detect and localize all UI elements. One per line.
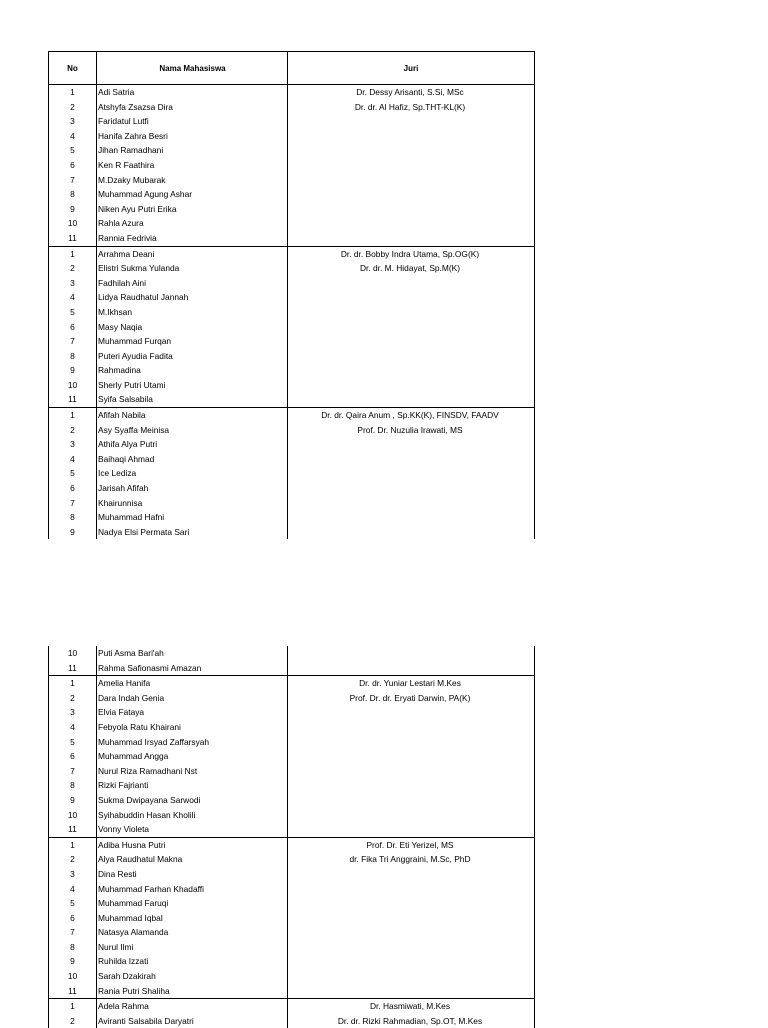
student-name: Amelia Hanifa <box>96 676 287 691</box>
table-row <box>49 305 534 320</box>
table-row <box>49 764 534 779</box>
student-number: 2 <box>70 1015 75 1026</box>
table-row <box>49 187 534 202</box>
table-page-2 <box>48 646 535 1028</box>
table-row <box>49 954 534 969</box>
jury-cell <box>287 216 534 231</box>
student-number: 2 <box>70 424 75 435</box>
table-row <box>49 114 534 129</box>
jury-cell <box>287 158 534 173</box>
student-number: 6 <box>70 751 75 762</box>
jury-cell <box>287 392 534 407</box>
student-name: Adiba Husna Putri <box>96 838 287 853</box>
student-name: Khairunnisa <box>96 496 287 511</box>
student-name: Sarah Dzakirah <box>96 969 287 984</box>
student-number: 5 <box>70 145 75 156</box>
student-name: Vonny Violeta <box>96 822 287 837</box>
student-name: Sherly Putri Utami <box>96 378 287 393</box>
student-name: Puteri Ayudia Fadita <box>96 349 287 364</box>
student-number: 11 <box>68 232 77 243</box>
student-name: Rania Putri Shaliha <box>96 984 287 999</box>
table-row <box>49 202 534 217</box>
student-name: Aviranti Salsabila Daryatri <box>96 1014 287 1028</box>
table-row <box>49 793 534 808</box>
student-name: Alya Raudhatul Makna <box>96 852 287 867</box>
jury-cell <box>287 954 534 969</box>
table-row <box>49 510 534 525</box>
jury-cell <box>287 735 534 750</box>
jury-cell <box>287 705 534 720</box>
table-row <box>49 378 534 393</box>
jury-list <box>286 408 534 437</box>
header-no: No <box>67 63 78 73</box>
student-name: Syihabuddin Hasan Kholili <box>96 808 287 823</box>
jury-name: dr. Fika Tri Anggraini, M.Sc, PhD <box>349 854 471 865</box>
student-name: Jihan Ramadhani <box>96 143 287 158</box>
header-jury: Juri <box>287 52 534 84</box>
jury-name: Dr. dr. Al Hafiz, Sp.THT-KL(K) <box>354 101 466 112</box>
student-name: M.Dzaky Mubarak <box>96 173 287 188</box>
student-number: 1 <box>70 678 75 689</box>
student-number: 5 <box>70 306 75 317</box>
student-number: 11 <box>68 394 77 405</box>
table-row <box>49 896 534 911</box>
student-number: 2 <box>70 263 75 274</box>
student-number: 4 <box>70 292 75 303</box>
student-name: Lidya Raudhatul Jannah <box>96 290 287 305</box>
student-number: 9 <box>70 526 75 537</box>
jury-cell <box>287 808 534 823</box>
table-row <box>49 437 534 452</box>
table-row <box>49 661 534 676</box>
student-name: Rahma Safionasmi Amazan <box>96 661 287 676</box>
jury-group <box>49 838 534 1000</box>
table-row <box>49 276 534 291</box>
student-number: 11 <box>68 985 77 996</box>
table-row <box>49 334 534 349</box>
student-number: 4 <box>70 130 75 141</box>
table-row <box>49 466 534 481</box>
jury-cell <box>287 822 534 837</box>
jury-cell <box>287 510 534 525</box>
student-name: Hanifa Zahra Besri <box>96 129 287 144</box>
table-row <box>49 882 534 897</box>
jury-group <box>49 408 534 539</box>
jury-cell <box>287 749 534 764</box>
table-row <box>49 911 534 926</box>
jury-cell <box>287 231 534 246</box>
jury-cell <box>287 129 534 144</box>
table-header <box>49 51 534 85</box>
jury-cell <box>287 984 534 999</box>
student-name: Adi Satria <box>96 85 287 100</box>
student-number: 11 <box>68 662 77 673</box>
table-row <box>49 349 534 364</box>
student-number: 10 <box>67 971 78 982</box>
student-number: 1 <box>70 87 75 97</box>
student-name: Puti Asma Bari'ah <box>96 646 287 661</box>
jury-cell <box>287 363 534 378</box>
student-number: 2 <box>70 854 75 865</box>
student-name: Adela Rahma <box>96 999 287 1014</box>
jury-cell <box>287 349 534 364</box>
jury-name: Prof. Dr. dr. Eryati Darwin, PA(K) <box>349 692 471 703</box>
student-name: Muhammad Iqbal <box>96 911 287 926</box>
table-row <box>49 705 534 720</box>
student-name: Rahla Azura <box>96 216 287 231</box>
student-name: Fadhilah Aini <box>96 276 287 291</box>
student-name: Masy Naqia <box>96 320 287 335</box>
student-number: 7 <box>70 497 75 508</box>
table-row <box>49 940 534 955</box>
student-name: Muhammad Faruqi <box>96 896 287 911</box>
table-row <box>49 481 534 496</box>
jury-list <box>286 676 534 705</box>
jury-cell <box>287 143 534 158</box>
table-row <box>49 392 534 407</box>
student-number: 9 <box>70 203 75 214</box>
jury-name: Dr. dr. Yuniar Lestari M.Kes <box>359 678 461 689</box>
jury-cell <box>287 437 534 452</box>
jury-cell <box>287 481 534 496</box>
table-row <box>49 808 534 823</box>
student-number: 3 <box>70 116 75 127</box>
jury-cell <box>287 496 534 511</box>
student-number: 8 <box>70 780 75 791</box>
header-name: Nama Mahasiswa <box>96 52 287 84</box>
student-name: Muhammad Angga <box>96 749 287 764</box>
table-row <box>49 735 534 750</box>
student-number: 6 <box>70 321 75 332</box>
student-number: 6 <box>70 912 75 923</box>
student-name: Atshyfa Zsazsa Dira <box>96 100 287 115</box>
student-number: 2 <box>70 101 75 112</box>
table-row <box>49 646 534 661</box>
student-number: 8 <box>70 512 75 523</box>
table-row <box>49 452 534 467</box>
jury-cell <box>287 925 534 940</box>
student-number: 8 <box>70 350 75 361</box>
jury-cell <box>287 911 534 926</box>
jury-group <box>49 676 534 838</box>
student-name: Jarisah Afifah <box>96 481 287 496</box>
student-name: Afifah Nabila <box>96 408 287 423</box>
jury-name: Dr. dr. Rizki Rahmadian, Sp.OT, M.Kes <box>337 1015 483 1026</box>
table-row <box>49 969 534 984</box>
student-number: 3 <box>70 439 75 450</box>
jury-cell <box>287 320 534 335</box>
table-row <box>49 143 534 158</box>
jury-name: Prof. Dr. Nuzulia Irawati, MS <box>357 424 463 435</box>
jury-name: Dr. dr. Qaira Anum , Sp.KK(K), FINSDV, FAADV <box>321 410 499 421</box>
jury-cell <box>287 114 534 129</box>
table-row <box>49 216 534 231</box>
student-name: Nadya Elsi Permata Sari <box>96 525 287 540</box>
table-row <box>49 867 534 882</box>
student-number: 9 <box>70 956 75 967</box>
jury-cell <box>287 452 534 467</box>
student-number: 7 <box>70 765 75 776</box>
student-number: 9 <box>70 794 75 805</box>
student-name: Ice Lediza <box>96 466 287 481</box>
table-row <box>49 496 534 511</box>
student-number: 8 <box>70 941 75 952</box>
student-name: Syifa Salsabila <box>96 392 287 407</box>
student-name: Rannia Fedrivia <box>96 231 287 246</box>
table-row <box>49 320 534 335</box>
table-body <box>49 646 534 1028</box>
student-name: Muhammad Furqan <box>96 334 287 349</box>
student-name: Muhammad Farhan Khadaffi <box>96 882 287 897</box>
student-number: 10 <box>67 648 78 658</box>
jury-cell <box>287 466 534 481</box>
jury-cell <box>287 867 534 882</box>
student-number: 2 <box>70 692 75 703</box>
student-name: M.Ikhsan <box>96 305 287 320</box>
jury-cell <box>287 378 534 393</box>
jury-cell <box>287 334 534 349</box>
jury-cell <box>287 646 534 661</box>
table-row <box>49 173 534 188</box>
jury-list <box>286 838 534 867</box>
jury-cell <box>287 187 534 202</box>
jury-cell <box>287 276 534 291</box>
student-number: 7 <box>70 336 75 347</box>
jury-group <box>49 247 534 409</box>
jury-cell <box>287 778 534 793</box>
jury-cell <box>287 764 534 779</box>
jury-name: Dr. dr. Bobby Indra Utama, Sp.OG(K) <box>340 248 480 259</box>
jury-group <box>49 646 534 676</box>
table-row <box>49 778 534 793</box>
student-number: 1 <box>70 248 75 259</box>
table-row <box>49 231 534 246</box>
table-row <box>49 290 534 305</box>
jury-cell <box>287 173 534 188</box>
student-name: Asy Syaffa Meinisa <box>96 423 287 438</box>
student-number: 7 <box>70 174 75 185</box>
table-row <box>49 720 534 735</box>
student-name: Arrahma Deani <box>96 247 287 262</box>
table-row <box>49 984 534 999</box>
student-name: Rahmadina <box>96 363 287 378</box>
table-row <box>49 363 534 378</box>
jury-cell <box>287 720 534 735</box>
student-name: Natasya Alamanda <box>96 925 287 940</box>
student-name: Ken R Faathira <box>96 158 287 173</box>
student-name: Niken Ayu Putri Erika <box>96 202 287 217</box>
student-name: Nurul Riza Ramadhani Nst <box>96 764 287 779</box>
table-body <box>49 85 534 539</box>
student-number: 4 <box>70 883 75 894</box>
jury-cell <box>287 661 534 676</box>
student-name: Baihaqi Ahmad <box>96 452 287 467</box>
jury-cell <box>287 882 534 897</box>
jury-name: Dr. Dessy Arisanti, S.Si, MSc <box>356 87 464 97</box>
student-number: 5 <box>70 898 75 909</box>
student-number: 10 <box>67 379 78 390</box>
jury-group <box>49 85 534 247</box>
student-name: Dina Resti <box>96 867 287 882</box>
student-number: 9 <box>70 365 75 376</box>
jury-list <box>286 247 534 276</box>
student-name: Muhammad Agung Ashar <box>96 187 287 202</box>
student-number: 10 <box>67 809 78 820</box>
table-page-1 <box>48 51 535 539</box>
jury-name: Prof. Dr. Eti Yerizel, MS <box>366 839 454 850</box>
student-number: 1 <box>70 839 75 850</box>
table-row <box>49 129 534 144</box>
student-number: 6 <box>70 159 75 170</box>
student-name: Febyola Ratu Khairani <box>96 720 287 735</box>
student-name: Nurul Ilmi <box>96 940 287 955</box>
table-row <box>49 525 534 540</box>
student-name: Athifa Alya Putri <box>96 437 287 452</box>
student-name: Rizki Fajrianti <box>96 778 287 793</box>
student-number: 3 <box>70 707 75 718</box>
student-number: 8 <box>70 189 75 200</box>
jury-cell <box>287 969 534 984</box>
student-number: 3 <box>70 277 75 288</box>
student-name: Elvia Fataya <box>96 705 287 720</box>
student-number: 11 <box>68 824 77 835</box>
student-name: Sukma Dwipayana Sarwodi <box>96 793 287 808</box>
jury-name: Dr. Hasmiwati, M.Kes <box>369 1001 451 1012</box>
jury-cell <box>287 525 534 540</box>
jury-name: Dr. dr. M. Hidayat, Sp.M(K) <box>359 263 461 274</box>
table-row <box>49 158 534 173</box>
table-row <box>49 749 534 764</box>
student-name: Elistri Sukma Yulanda <box>96 261 287 276</box>
student-name: Faridatul Lutfi <box>96 114 287 129</box>
student-number: 4 <box>70 721 75 732</box>
student-name: Muhammad Irsyad Zaffarsyah <box>96 735 287 750</box>
student-number: 1 <box>70 1001 75 1012</box>
student-number: 3 <box>70 868 75 879</box>
student-number: 7 <box>70 927 75 938</box>
jury-cell <box>287 290 534 305</box>
student-number: 5 <box>70 468 75 479</box>
student-number: 5 <box>70 736 75 747</box>
student-name: Ruhilda Izzati <box>96 954 287 969</box>
table-row <box>49 925 534 940</box>
student-number: 4 <box>70 453 75 464</box>
jury-cell <box>287 793 534 808</box>
jury-cell <box>287 940 534 955</box>
jury-list <box>286 85 534 114</box>
student-number: 10 <box>67 218 78 229</box>
jury-cell <box>287 896 534 911</box>
table-row <box>49 822 534 837</box>
student-number: 1 <box>70 410 75 421</box>
student-name: Muhammad Hafni <box>96 510 287 525</box>
jury-cell <box>287 305 534 320</box>
student-name: Dara Indah Genia <box>96 691 287 706</box>
student-number: 6 <box>70 483 75 494</box>
jury-cell <box>287 202 534 217</box>
